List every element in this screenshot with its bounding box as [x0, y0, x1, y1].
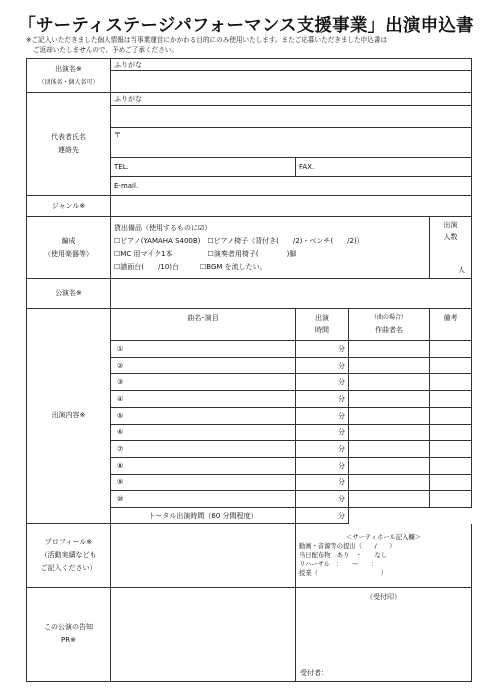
program-time-header-2: 時間	[315, 326, 329, 335]
program-row-number[interactable]: ⑧	[111, 457, 296, 474]
postal-address-field[interactable]: 〒	[111, 127, 472, 157]
hall-use-handouts: 当日配布物 あり ・ なし	[299, 551, 388, 559]
program-row-number[interactable]: ⑩	[111, 491, 296, 508]
program-row-composer[interactable]	[349, 341, 430, 358]
pr-label: この公演の告知	[44, 623, 93, 632]
program-remarks-header: 備考	[430, 308, 472, 340]
pr-label-cell	[27, 587, 111, 681]
hall-use-class: 授業（ ）	[299, 569, 388, 577]
program-row-remarks[interactable]	[430, 441, 472, 458]
program-row-remarks[interactable]	[430, 474, 472, 491]
program-row-composer[interactable]	[349, 441, 430, 458]
profile-sublabel-1: （活動実績なども	[40, 550, 97, 559]
program-row-number[interactable]: ⑦	[111, 441, 296, 458]
applicant-sublabel: （団体名・個人名可）	[38, 78, 99, 86]
hall-use-section	[296, 524, 472, 588]
program-row-minutes[interactable]: 分	[296, 424, 349, 441]
pr-sublabel: PR※	[61, 636, 76, 645]
program-row-composer[interactable]	[349, 407, 430, 424]
application-form	[26, 58, 472, 682]
program-row-composer[interactable]	[349, 491, 430, 508]
profile-sublabel-2: ご記入ください）	[40, 563, 97, 572]
program-label: 出演内容※	[27, 308, 111, 523]
performer-count-label: 出演	[443, 220, 458, 229]
program-composer-label: 作曲者名	[375, 326, 403, 335]
applicant-label: 出演名※	[55, 64, 82, 73]
equipment-cell[interactable]	[111, 216, 430, 279]
applicant-name-field[interactable]	[111, 71, 472, 93]
program-row-composer[interactable]	[349, 357, 430, 374]
program-row-number[interactable]: ②	[111, 357, 296, 374]
program-row-remarks[interactable]	[430, 424, 472, 441]
program-row-minutes[interactable]: 分	[296, 374, 349, 391]
program-row-minutes[interactable]: 分	[296, 407, 349, 424]
total-time-field[interactable]: 分	[296, 507, 349, 523]
profile-label: プロフィール※	[44, 537, 93, 546]
program-row-remarks[interactable]	[430, 491, 472, 508]
program-composer-header	[349, 308, 430, 340]
genre-field[interactable]	[111, 196, 472, 216]
page-title: 「サーティステージパフォーマンス支援事業」出演申込書	[18, 16, 474, 36]
applicant-furigana-field[interactable]: ふりがな	[111, 59, 472, 71]
program-song-header: 曲名･演目	[111, 308, 296, 340]
program-row-composer[interactable]	[349, 374, 430, 391]
program-row-minutes[interactable]: 分	[296, 341, 349, 358]
genre-label: ジャンル※	[27, 196, 111, 216]
program-total-spacer	[349, 507, 472, 523]
program-time-header	[296, 308, 349, 340]
program-row-number[interactable]: ⑥	[111, 424, 296, 441]
program-row-number[interactable]: ⑤	[111, 407, 296, 424]
equipment-row-mic[interactable]: ☐MC 用マイク1本 ☐演奏者用椅子( )脚	[114, 249, 297, 258]
program-row-remarks[interactable]	[430, 374, 472, 391]
receipt-stamp-label: （受付印）	[366, 592, 401, 601]
program-row-number[interactable]: ④	[111, 391, 296, 408]
fax-field[interactable]: FAX.	[296, 158, 472, 177]
contact-label: 連絡先	[58, 146, 79, 155]
program-row-remarks[interactable]	[430, 457, 472, 474]
performance-name-label: 公演名※	[27, 279, 111, 308]
program-row-composer[interactable]	[349, 457, 430, 474]
hall-use-rehearsal: リハーサル ： ～ ：	[299, 560, 378, 568]
program-row-composer[interactable]	[349, 391, 430, 408]
receiver-label: 受付者：	[300, 669, 328, 677]
performer-count-label-2: 人数	[443, 232, 458, 241]
program-row-number[interactable]: ③	[111, 374, 296, 391]
program-row-number[interactable]: ①	[111, 341, 296, 358]
profile-field[interactable]	[111, 524, 296, 588]
equipment-row-stand[interactable]: ☐譜面台( /10)台 ☐BGM を流したい。	[114, 262, 267, 271]
program-row-minutes[interactable]: 分	[296, 491, 349, 508]
program-row-minutes[interactable]: 分	[296, 391, 349, 408]
tel-field[interactable]: TEL.	[111, 158, 296, 177]
program-row-composer[interactable]	[349, 474, 430, 491]
instruments-label: （使用楽器等）	[44, 249, 93, 258]
program-row-remarks[interactable]	[430, 391, 472, 408]
performer-count-unit: 人	[458, 266, 465, 275]
equipment-header: 貸出備品（使用するものに☑）	[114, 223, 212, 232]
total-time-label: トータル出演時間（60 分間程度）	[111, 507, 296, 523]
receipt-section	[296, 587, 472, 681]
privacy-notice-line-2: ご返却いたしませんので、予めご了承ください。	[33, 45, 178, 54]
program-row-remarks[interactable]	[430, 407, 472, 424]
program-row-composer[interactable]	[349, 424, 430, 441]
equipment-row-piano[interactable]: ☐ピアノ(YAMAHA S400B) ☐ピアノ椅子（背付き( /2)・ベンチ( /2)）	[114, 236, 364, 245]
applicant-label-cell	[27, 59, 111, 93]
program-composer-note: （曲の場合）	[370, 314, 407, 322]
representative-name-field[interactable]	[111, 105, 472, 127]
program-row-remarks[interactable]	[430, 357, 472, 374]
hall-use-header: ＜サーティホール記入欄＞	[346, 533, 421, 541]
pr-field[interactable]	[111, 587, 296, 681]
representative-label-cell	[27, 93, 111, 196]
representative-furigana-field[interactable]: ふりがな	[111, 93, 472, 105]
profile-label-cell	[27, 524, 111, 588]
privacy-notice-line-1: ※ご記入いただきました個人情報は当事業運営にかかわる目的にのみ使用いたします。またご応募いただきました申込書は	[26, 36, 388, 44]
program-row-minutes[interactable]: 分	[296, 457, 349, 474]
representative-label: 代表者氏名	[51, 133, 86, 142]
hall-use-media: 動画・音源等の提出（ / ）	[299, 542, 396, 550]
program-row-minutes[interactable]: 分	[296, 441, 349, 458]
program-row-remarks[interactable]	[430, 341, 472, 358]
program-row-number[interactable]: ⑨	[111, 474, 296, 491]
email-field[interactable]: E-mail.	[111, 177, 472, 196]
lineup-label-cell	[27, 216, 111, 279]
program-row-minutes[interactable]: 分	[296, 357, 349, 374]
performer-count-cell[interactable]	[430, 216, 472, 279]
performance-name-field[interactable]	[111, 279, 472, 308]
program-time-header-1: 出演	[315, 314, 329, 323]
program-row-minutes[interactable]: 分	[296, 474, 349, 491]
privacy-notice	[26, 36, 476, 55]
lineup-label: 編成	[61, 236, 76, 245]
